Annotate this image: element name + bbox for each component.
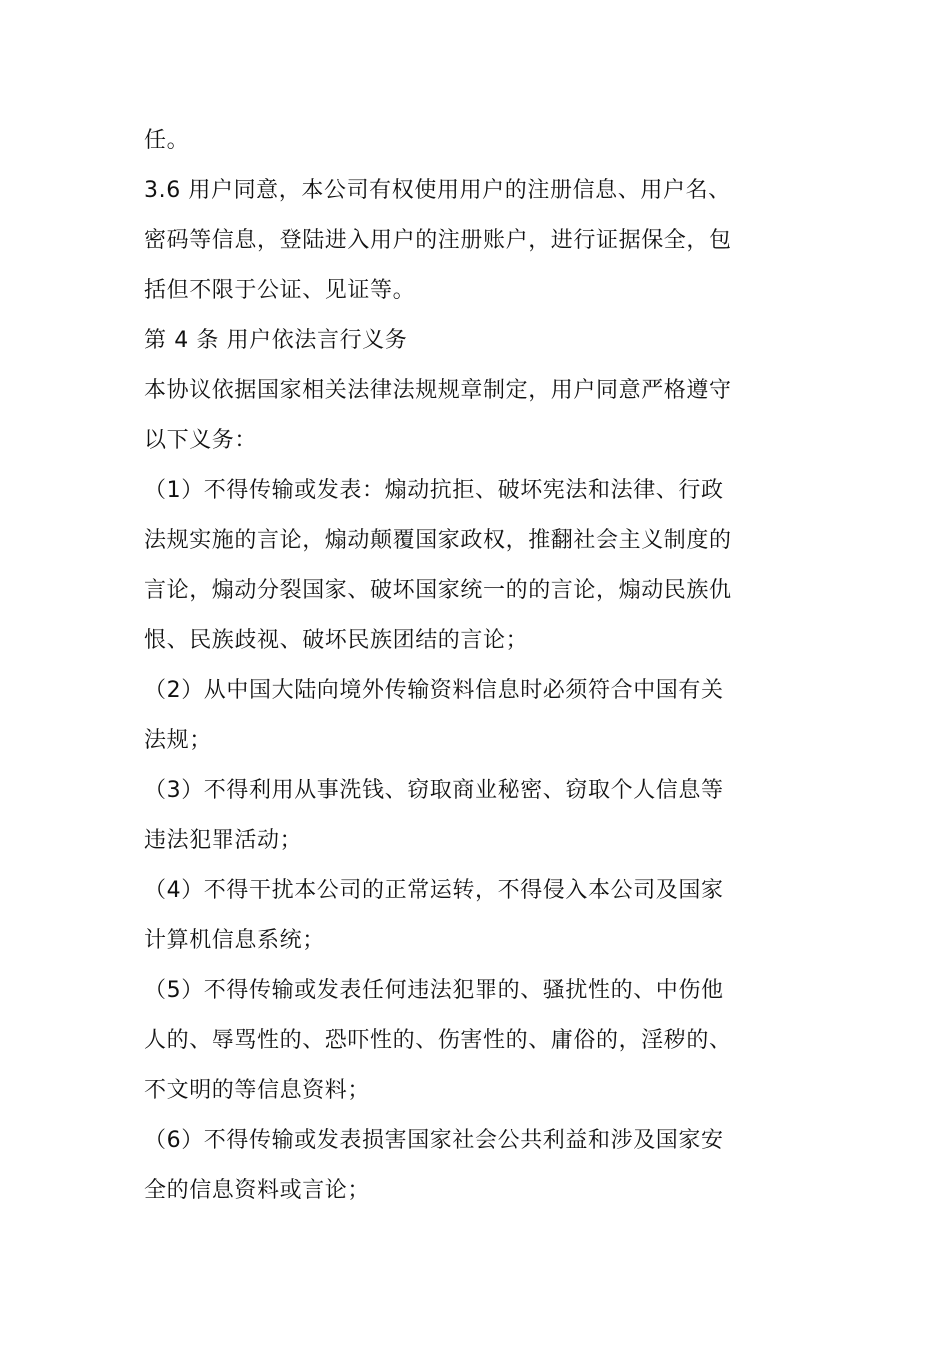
text-line: 括但不限于公证、见证等。 — [144, 278, 416, 303]
text-line: 违法犯罪活动； — [144, 828, 303, 853]
clause-3-6-line: 3.6 用户同意，本公司有权使用用户的注册信息、用户名、 — [144, 178, 731, 203]
article-4-heading: 第 4 条 用户依法言行义务 — [144, 328, 408, 353]
text-line: 恨、民族歧视、破坏民族团结的言论； — [144, 628, 529, 653]
item-5-line: （5）不得传输或发表任何违法犯罪的、骚扰性的、中伤他 — [144, 978, 724, 1003]
text-line: 言论，煽动分裂国家、破坏国家统一的的言论，煽动民族仇 — [144, 578, 732, 603]
text-line: 计算机信息系统； — [144, 928, 325, 953]
item-2-line: （2）从中国大陆向境外传输资料信息时必须符合中国有关 — [144, 678, 724, 703]
text-line: 不文明的等信息资料； — [144, 1078, 371, 1103]
item-3-line: （3）不得利用从事洗钱、窃取商业秘密、窃取个人信息等 — [144, 778, 724, 803]
item-1-line: （1）不得传输或发表：煽动抗拒、破坏宪法和法律、行政 — [144, 478, 724, 503]
text-line: 密码等信息，登陆进入用户的注册账户，进行证据保全，包 — [144, 228, 732, 253]
text-line: 本协议依据国家相关法律法规规章制定，用户同意严格遵守 — [144, 378, 732, 403]
item-4-line: （4）不得干扰本公司的正常运转，不得侵入本公司及国家 — [144, 878, 724, 903]
text-line: 法规； — [144, 728, 212, 753]
text-line: 任。 — [144, 128, 190, 153]
text-line: 全的信息资料或言论； — [144, 1178, 371, 1203]
text-line: 人的、辱骂性的、恐吓性的、伤害性的、庸俗的，淫秽的、 — [144, 1028, 732, 1053]
text-line: 以下义务： — [144, 428, 258, 453]
item-6-line: （6）不得传输或发表损害国家社会公共利益和涉及国家安 — [144, 1128, 724, 1153]
text-line: 法规实施的言论，煽动颠覆国家政权，推翻社会主义制度的 — [144, 528, 732, 553]
document-body — [144, 116, 744, 1216]
